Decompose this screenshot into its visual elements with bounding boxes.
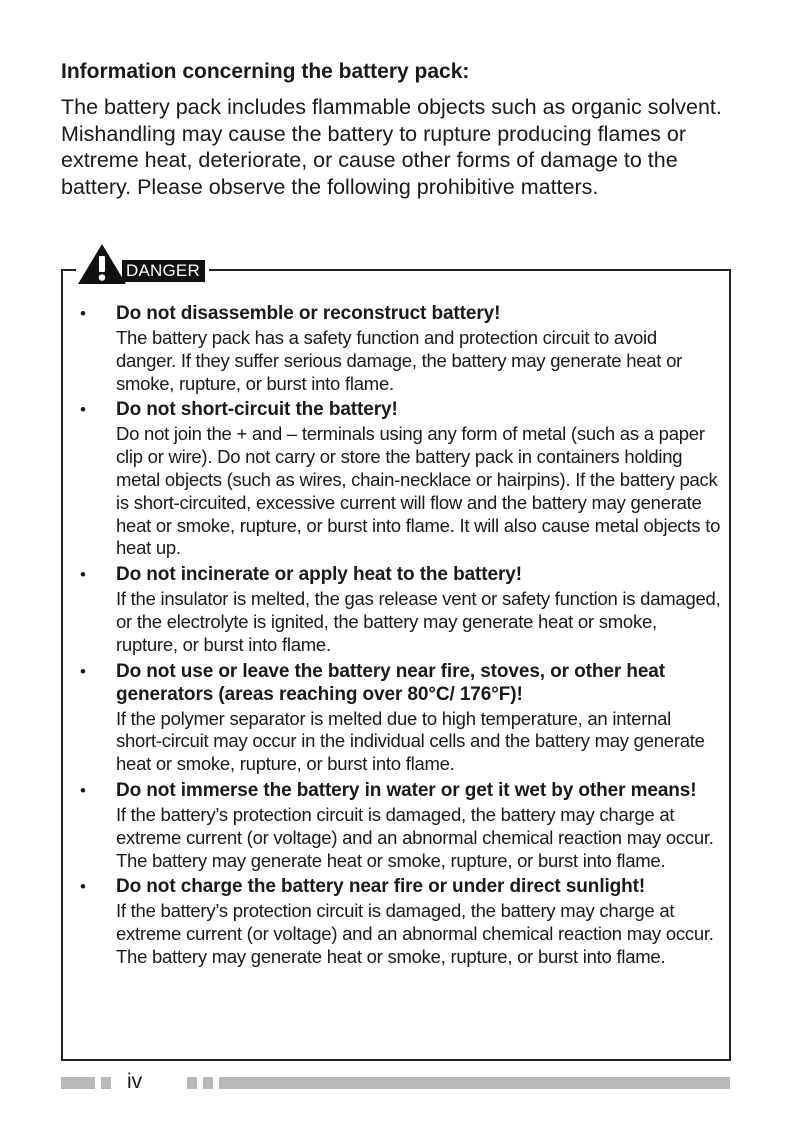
item-title: Do not use or leave the battery near fire, stoves, or other heat generators (areas reaching over 80°C/ 176°F)! xyxy=(116,660,665,705)
item-title: Do not short-circuit the battery! xyxy=(116,399,398,421)
list-item xyxy=(76,779,721,872)
bullet: • xyxy=(80,304,86,323)
danger-list xyxy=(76,302,721,972)
footer-bar-segment xyxy=(203,1077,213,1089)
item-body: The battery pack has a safety function and protection circuit to avoid danger. If they suffer serious damage, the battery may generate heat or smoke, rupture, or burst into flame. xyxy=(116,327,683,394)
list-item xyxy=(76,875,721,968)
footer-bar-segment xyxy=(61,1077,95,1089)
danger-header xyxy=(76,242,209,286)
footer-bar-segment xyxy=(187,1077,197,1089)
list-item xyxy=(76,563,721,656)
list-item xyxy=(76,398,721,560)
item-title: Do not disassemble or reconstruct battery! xyxy=(116,303,501,324)
bullet: • xyxy=(80,877,86,897)
footer-bar-segment xyxy=(101,1077,111,1089)
section-heading: Information concerning the battery pack: xyxy=(61,60,470,83)
footer-bar-right xyxy=(187,1077,730,1089)
bullet: • xyxy=(80,400,86,420)
item-body: If the polymer separator is melted due to high temperature, an internal short-circuit may occur in the individual cells and the battery may generate heat or smoke, rupture, or burst into flame. xyxy=(116,707,705,775)
warning-triangle-icon xyxy=(76,242,128,286)
item-body: Do not join the + and – terminals using any form of metal (such as a paper clip or wire). Do not carry or store the battery pack in containers holding metal objects (such as wires, chain-necklace or hairpins). If the battery pack is short-circuited, excessive current will flow and the battery may generate heat or smoke, rupture, or burst into flame. It will also cause metal objects to heat up. xyxy=(116,423,721,559)
item-title: Do not charge the battery near fire or under direct sunlight! xyxy=(116,876,646,898)
page-number: iv xyxy=(127,1070,143,1093)
list-item xyxy=(76,302,721,395)
bullet: • xyxy=(80,565,86,585)
item-body: If the insulator is melted, the gas release vent or safety function is damaged, or the electrolyte is ignited, the battery may generate heat or smoke, rupture, or burst into flame. xyxy=(116,588,721,655)
bullet: • xyxy=(80,780,86,800)
intro-paragraph: The battery pack includes flammable objects such as organic solvent. Mishandling may cause the battery to rupture producing flames or extreme heat, deteriorate, or cause other forms of damage to the battery. Please observe the following prohibitive matters. xyxy=(61,95,722,199)
danger-label: DANGER xyxy=(122,260,205,282)
list-item xyxy=(76,660,721,776)
item-title: Do not immerse the battery in water or get it wet by other means! xyxy=(116,779,697,801)
item-title: Do not incinerate or apply heat to the battery! xyxy=(116,564,522,586)
footer-bar-left xyxy=(61,1077,111,1089)
footer-bar-segment xyxy=(219,1077,730,1089)
bullet: • xyxy=(80,661,86,681)
item-body: If the battery’s protection circuit is damaged, the battery may charge at extreme current (or voltage) and an abnormal chemical reaction may occur. The battery may generate heat or smoke, rupture, or burst into flame. xyxy=(116,900,714,967)
item-body: If the battery’s protection circuit is damaged, the battery may charge at extreme current (or voltage) and an abnormal chemical reaction may occur. The battery may generate heat or smoke, rupture, or burst into flame. xyxy=(116,803,714,871)
